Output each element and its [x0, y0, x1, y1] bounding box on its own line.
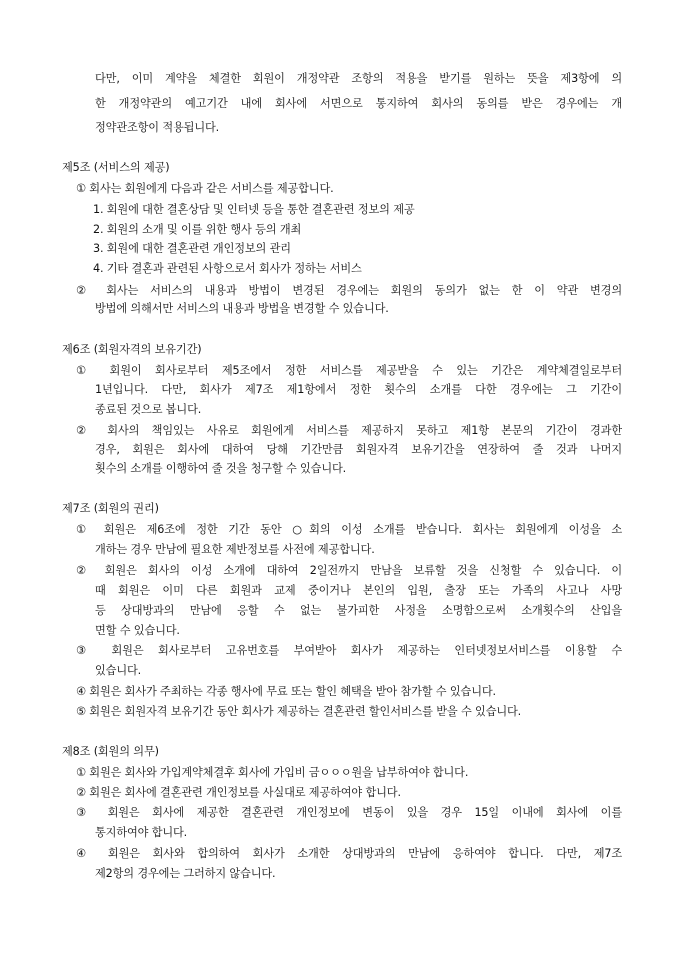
article6-p1-line-1: ① 회원이 회사로부터 제5조에서 정한 서비스를 제공받을 수 있는 기간은 계약체결일로부터: [76, 364, 622, 377]
article7-p3-line-2: 있습니다.: [95, 664, 142, 677]
article6-p2-line-3: 횟수의 소개를 이행하여 줄 것을 청구할 수 있습니다.: [95, 462, 347, 475]
article7-p2-line-4: 면할 수 있습니다.: [95, 624, 180, 637]
intro-line-2: 한 개정약관의 예고기간 내에 회사에 서면으로 통지하여 회사의 동의를 받은 경우에는 개: [95, 97, 622, 110]
article7-p1-line-1: ① 회원은 제6조에 정한 기간 동안 ○회의 이성 소개를 받습니다. 회사는 회원에게 이성을 소: [76, 523, 622, 536]
article6-title: 제6조 (회원자격의 보유기간): [62, 343, 202, 356]
article7-p4: ④ 회원은 회사가 주최하는 각종 행사에 무료 또는 할인 혜택을 받아 참가할 수 있습니다.: [76, 685, 496, 698]
article7-title: 제7조 (회원의 권리): [62, 502, 159, 515]
intro-line-1: 다만, 이미 계약을 체결한 회원이 개정약관 조항의 적용을 받기를 원하는 뜻을 제3항에 의: [95, 72, 622, 85]
article5-p2-line-1: ② 회사는 서비스의 내용과 방법이 변경된 경우에는 회원의 동의가 없는 한 이 약관 변경의: [76, 284, 622, 297]
article8-p3-line-2: 통지하여야 합니다.: [95, 826, 188, 839]
article8-p1: ① 회원은 회사와 가입계약체결후 회사에 가입비 금ㅇㅇㅇ원을 납부하여야 합니다.: [76, 766, 469, 779]
article8-p4-line-1: ④ 회원은 회사와 합의하여 회사가 소개한 상대방과의 만남에 응하여야 합니다. 다만, 제7조: [76, 847, 622, 860]
article5-item-4: 4. 기타 결혼과 관련된 사항으로서 회사가 정하는 서비스: [93, 262, 362, 275]
article7-p2-line-3: 등 상대방과의 만남에 응할 수 없는 불가피한 사정을 소명함으로써 소개횟수의 산입을: [95, 604, 622, 617]
article7-p2-line-1: ② 회원은 회사의 이성 소개에 대하여 2일전까지 만남을 보류할 것을 신청할 수 있습니다. 이: [76, 564, 622, 577]
article6-p1-line-3: 종료된 것으로 봅니다.: [95, 403, 202, 416]
article7-p5: ⑤ 회원은 회원자격 보유기간 동안 회사가 제공하는 결혼관련 할인서비스를 받을 수 있습니다.: [76, 705, 522, 718]
article8-p2: ② 회원은 회사에 결혼관련 개인정보를 사실대로 제공하여야 합니다.: [76, 786, 401, 799]
article5-p1: ① 회사는 회원에게 다음과 같은 서비스를 제공합니다.: [76, 182, 334, 195]
article6-p1-line-2: 1년입니다. 다만, 회사가 제7조 제1항에서 정한 횟수의 소개를 다한 경우에는 그 기간이: [95, 383, 622, 396]
article5-item-3: 3. 회원에 대한 결혼관련 개인정보의 관리: [93, 242, 291, 255]
article7-p3-line-1: ③ 회원은 회사로부터 고유번호를 부여받아 회사가 제공하는 인터넷정보서비스를 이용할 수: [76, 644, 622, 657]
article5-item-1: 1. 회원에 대한 결혼상담 및 인터넷 등을 통한 결혼관련 정보의 제공: [93, 203, 415, 216]
article6-p2-line-2: 경우, 회원은 회사에 대하여 당해 기간만큼 회원자격 보유기간을 연장하여 줄 것과 나머지: [95, 443, 622, 456]
article8-p4-line-2: 제2항의 경우에는 그러하지 않습니다.: [95, 867, 276, 880]
article7-p1-line-2: 개하는 경우 만남에 필요한 제반정보를 사전에 제공합니다.: [95, 543, 375, 556]
article5-item-2: 2. 회원의 소개 및 이를 위한 행사 등의 개최: [93, 223, 302, 236]
article8-p3-line-1: ③ 회원은 회사에 제공한 결혼관련 개인정보에 변동이 있을 경우 15일 이내에 회사에 이를: [76, 806, 622, 819]
article5-p2-line-2: 방법에 의해서만 서비스의 내용과 방법을 변경할 수 있습니다.: [95, 302, 389, 315]
article7-p2-line-2: 때 회원은 이미 다른 회원과 교제 중이거나 본인의 입원, 출장 또는 가족의 사고나 사망: [95, 584, 622, 597]
article8-title: 제8조 (회원의 의무): [62, 745, 159, 758]
intro-line-3: 정약관조항이 적용됩니다.: [95, 121, 220, 134]
article5-title: 제5조 (서비스의 제공): [62, 161, 170, 174]
article6-p2-line-1: ② 회사의 책임있는 사유로 회원에게 서비스를 제공하지 못하고 제1항 본문의 기간이 경과한: [76, 424, 622, 437]
